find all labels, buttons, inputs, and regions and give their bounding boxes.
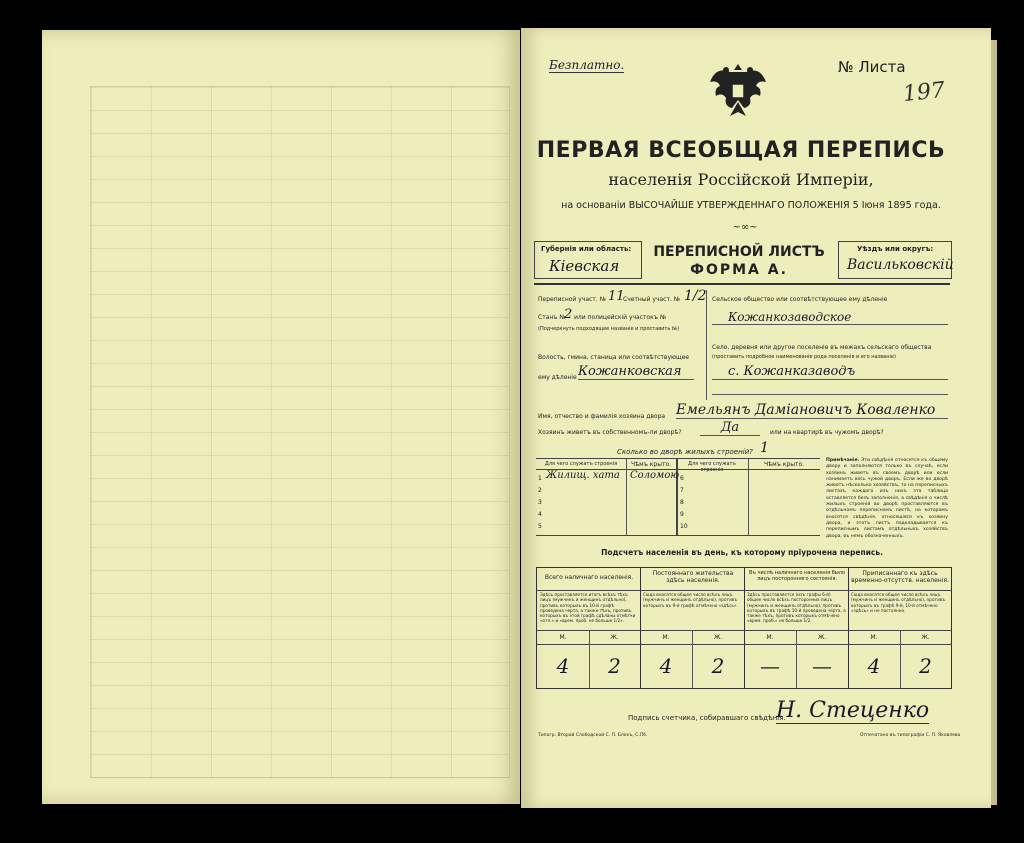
lives-rest: или на квартирѣ въ чужомъ дворѣ?	[770, 429, 884, 436]
header-rule	[534, 283, 950, 285]
sheet-title: ПЕРЕПИСНОЙ ЛИСТЪ	[653, 244, 825, 260]
summary-col2-f-label: Ж.	[713, 634, 723, 641]
summary-col4-f-value: 2	[919, 654, 932, 678]
census-title: ПЕРВАЯ ВСЕОБЩАЯ ПЕРЕПИСЬ	[536, 138, 946, 163]
summary-col4-desc: Сюда вносятся общее число всѣхъ лицъ (мужчинъ и женщинъ отдѣльно), противъ которыхъ въ графѣ 9-й, 10-й отмѣчено «здѣсь» и не постоянно.	[851, 592, 946, 613]
society-label: Сельское общество или соотвѣтствующее ему дѣленіе	[712, 296, 888, 303]
society-value: Кожанкозаводское	[712, 310, 948, 325]
summary-col3-f-value: —	[812, 654, 832, 678]
stan-rest: или полицейскій участокъ №	[574, 314, 667, 321]
stan-value: 2	[564, 307, 573, 322]
uezd-box	[838, 241, 952, 279]
summary-col2-m-value: 4	[659, 654, 673, 678]
counting-district-value: 1/2	[684, 288, 707, 304]
summary-col4-f-label: Ж.	[921, 634, 930, 641]
volost-label-2: ему дѣленіе	[538, 374, 577, 381]
form-name: ФОРМА А.	[690, 262, 788, 278]
field-divider	[706, 290, 707, 400]
summary-col1-desc: Здѣсь проставляется итогъ всѣхъ тѣхъ лицъ (мужчинъ и женщинъ отдѣльно), противъ которыхъ въ 10-й графѣ проведена черта, а также тѣхъ, противъ которыхъ въ этой графѣ сдѣланы отмѣтки «отл.» и «врем. проб. не больше 1/2».	[540, 592, 636, 624]
signature-value: Н. Стеценко	[776, 698, 930, 723]
summary-col1-title: Всего наличнаго населенія.	[544, 574, 634, 581]
left-page-faded-grid	[90, 86, 510, 778]
village-value: с. Кожанказаводъ	[712, 364, 948, 380]
buildings-col-roof-right: Чѣмъ крыто.	[763, 461, 805, 468]
summary-col4-m-value: 4	[867, 654, 881, 678]
sheet-number-value: 197	[901, 77, 947, 108]
guberniya-value: Кіевская	[549, 257, 620, 275]
village-label: Село, деревня или другое поселеніе въ межахъ сельскаго общества	[712, 344, 932, 351]
volost-value: Кожанковская	[578, 364, 694, 380]
stan-note: (Подчеркнуть подходящее названіе и проставить №)	[538, 326, 680, 332]
note-text: Эти свѣдѣнія относятся къ общему двору и заполняются только въ случаѣ, если хозяинъ живетъ въ своемъ дворѣ или если нанимаетъ весь чужой дворъ. Если же во дворѣ живетъ нѣсколько хозяйствъ, то на переписныхъ листахъ каждаго изъ нихъ эта таблица оставляется безъ заполненія, а свѣдѣнія о числѣ жилыхъ строеній во дворѣ проставляются въ отдѣльномъ переписномъ листѣ, на которомъ вносятся свѣдѣнія, относящіяся къ хозяину двора, и этотъ листъ подкладывается къ переписнымъ листамъ отдѣльныхъ хозяйствъ двора, въ немъ обозначенныхъ.	[826, 458, 948, 539]
summary-col3-title: Въ числѣ наличнаго населенія было лицъ посторонняго состоянія.	[749, 570, 845, 582]
buildings-label: Сколько во дворѣ жилыхъ строеній?	[617, 448, 753, 456]
summary-table	[536, 567, 952, 689]
footer-right: Отпечатано въ типографіи С. П. Яковлева	[860, 733, 961, 738]
double-headed-eagle-emblem	[708, 58, 768, 126]
census-subtitle: населенія Россійской Имперіи,	[608, 170, 874, 189]
census-district-value: 11	[608, 289, 625, 304]
summary-col1-f-value: 2	[608, 654, 621, 678]
lives-value: Да	[700, 420, 760, 436]
summary-col1-f-label: Ж.	[610, 634, 619, 641]
summary-col2-title: Постояннаго жительства здѣсь населенія.	[652, 570, 734, 584]
summary-heading: Подсчетъ населенія въ день, къ которому пріурочена перепись.	[601, 548, 883, 557]
lives-label: Хозяинъ живетъ въ собственномъ-ли дворѣ?	[538, 429, 682, 436]
village-note: (проставить подробное наименованіе рода поселенія и его названіе)	[712, 354, 896, 360]
owner-value: Емельянъ Дамiановичъ Коваленко	[676, 402, 948, 419]
buildings-table	[536, 458, 820, 536]
counting-district-label: Счетный участ. №	[623, 296, 681, 303]
summary-col4-m-label: М.	[870, 634, 878, 641]
stan-label: Станъ №	[538, 314, 566, 321]
footer-left: Типогр. Второй Слободской С. П. Блохъ, С.Пб.	[538, 733, 648, 738]
volost-label: Волость, гмина, станица или соотвѣтствующее	[538, 354, 690, 361]
uezd-value: Васильковскій	[847, 257, 954, 273]
owner-label: Имя, отчество и фамилія хозяина двора	[538, 413, 666, 420]
sheet-number-label: № Листа	[838, 58, 906, 76]
census-district-label: Переписной участ. №	[538, 296, 606, 303]
buildings-value: 1	[760, 440, 769, 456]
census-decree: на основаніи ВЫСОЧАЙШЕ УТВЕРЖДЕННАГО ПОЛОЖЕНІЯ 5 Іюня 1895 года.	[561, 200, 941, 211]
summary-col1-m-value: 4	[556, 654, 570, 678]
buildings-left-numbers: 1 2 3 4 5	[538, 475, 542, 530]
summary-col2-desc: Сюда вносятся общее число всѣхъ лицъ (мужчинъ и женщинъ отдѣльно), противъ которыхъ въ 9-й графѣ отмѣчено «здѣсь».	[643, 592, 738, 608]
buildings-row1-roof: Соломою	[630, 470, 680, 481]
note-block	[826, 458, 948, 540]
buildings-col-roof-left: Чѣмъ крыто.	[630, 461, 672, 468]
summary-col1-m-label: М.	[559, 634, 567, 641]
guberniya-label: Губернія или область:	[541, 245, 632, 253]
summary-col3-m-label: М.	[766, 634, 774, 641]
summary-col3-desc: Здѣсь проставляется (изъ графы 6-й) общее число всѣхъ посторонних лицъ (мужчинъ и женщинъ отдѣльно), противъ которыхъ въ графѣ 10-й проведена черта, а также тѣхъ, противъ которыхъ отмѣчено «врем. проб.» не больше 1/2.	[747, 592, 846, 624]
uezd-label: Уѣздъ или округъ:	[857, 245, 934, 253]
signature-label: Подпись счетчика, собиравшаго свѣдѣнія.	[628, 714, 786, 722]
free-label: Безплатно.	[549, 58, 625, 72]
buildings-col-use-left: Для чего служатъ строенія	[544, 461, 618, 467]
summary-col2-f-value: 2	[711, 654, 725, 678]
note-heading: Примѣчаніе.	[826, 458, 860, 463]
buildings-row1-use: Жилищ. хата	[546, 470, 620, 481]
summary-col2-m-label: М.	[662, 634, 670, 641]
village-extra-line	[712, 394, 948, 395]
buildings-right-numbers: 6 7 8 9 10	[680, 475, 688, 530]
ornament-divider: ~∞~	[732, 222, 758, 233]
summary-col3-f-label: Ж.	[817, 634, 827, 641]
summary-col4-title: Приписаннаго къ здѣсь временно-отсутств. населенія.	[851, 570, 949, 584]
guberniya-box	[534, 241, 642, 279]
buildings-col-use-right: Для чего служатъ строенія	[688, 461, 736, 473]
summary-col3-m-value: —	[760, 654, 780, 678]
